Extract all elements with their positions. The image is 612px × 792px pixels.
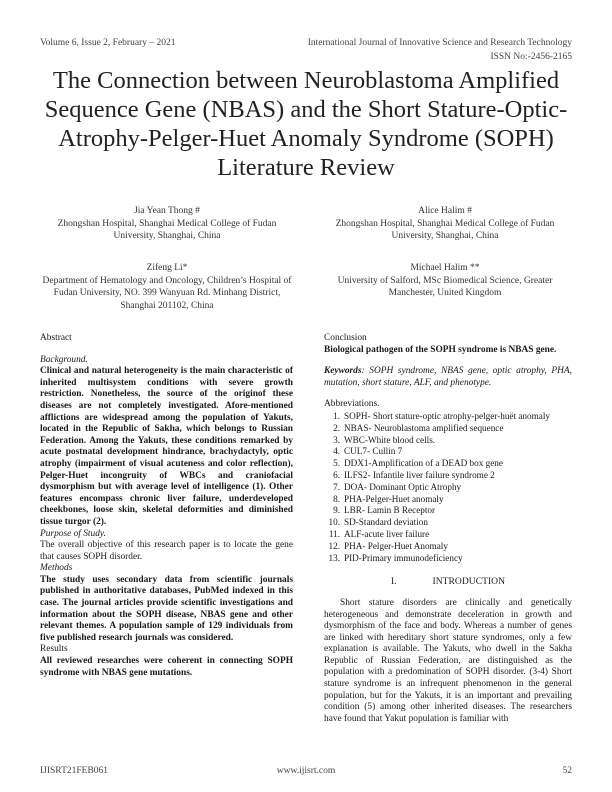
conclusion-heading: Conclusion xyxy=(324,333,367,343)
author-block-4 xyxy=(318,262,572,300)
list-item: 13. PID-Primary immunodeficiency xyxy=(328,552,463,563)
purpose-text: The overall objective of this research paper is to locate the gene that causes SOPH disorder. xyxy=(40,540,293,562)
purpose-heading: Purpose of Study. xyxy=(40,528,106,539)
journal-volume-issue: Volume 6, Issue 2, February – 2021 xyxy=(40,38,176,48)
section-heading-introduction xyxy=(324,576,572,588)
list-item: 11. ALF-acute liver failure xyxy=(328,528,430,539)
list-item: 5. DDX1-Amplification of a DEAD box gene xyxy=(333,458,503,469)
author-name: Zifeng Li* xyxy=(146,263,188,273)
author-name: Jia Yean Thong # xyxy=(134,206,200,216)
author-block-2 xyxy=(318,205,572,243)
methods-text: The study uses secondary data from scientific journals published in authoritative databases, PubMed indexed in this case. The journal articles provide scientific investigations and information about the SOPH disease, NBAS gene and other relevant themes. A population sample of 129 individuals from five published research journals was considered. xyxy=(40,574,293,643)
author-affiliation: Department of Hematology and Oncology, Children’s Hospital of Fudan University, NO. 399 Wanyuan Rd. Minhang District, Shanghai 201102, China xyxy=(42,275,292,311)
list-item: 8. PHA-Pelger-Huet anomaly xyxy=(333,493,444,504)
journal-website: www.ijisrt.com xyxy=(276,766,336,776)
conclusion-text: Biological pathogen of the SOPH syndrome is NBAS gene. xyxy=(324,344,557,355)
results-text: All reviewed researches were coherent in connecting SOPH syndrome with NBAS gene mutations. xyxy=(40,656,293,678)
author-affiliation: Zhongshan Hospital, Shanghai Medical College of Fudan University, Shanghai, China xyxy=(57,218,277,242)
list-item: 10. SD-Standard deviation xyxy=(328,517,428,528)
author-block-3 xyxy=(40,262,294,312)
keywords xyxy=(324,366,572,389)
journal-issn: ISSN No:-2456-2165 xyxy=(490,52,572,62)
list-item: 2. NBAS- Neuroblastoma amplified sequence xyxy=(333,422,504,433)
section-number: I. xyxy=(390,576,397,588)
introduction-text: Short stature disorders are clinically and genetically heterogeneous and demonstrate deceleration in growth and dysmorphism of the face and body. Whereas a number of genes are linked with hereditary short stature syndromes, only a few explanation is available. The Yakuts, who dwell in the Sakha Republic of Russian Federation, are distinguished as the population with a predomination of SOPH disorder. (3-4) Short stature syndrome is an infrequent phenomenon in the general population, but for the Yakuts, it is an important and prevailing condition (5) among other inherited diseases. The researchers have found that Yakut population is familiar with xyxy=(324,597,572,724)
list-item: 4. CUL7- Cullin 7 xyxy=(333,446,403,457)
journal-name: International Journal of Innovative Science and Research Technology xyxy=(307,38,572,48)
abbreviations-list xyxy=(324,411,572,564)
abstract-heading: Abstract xyxy=(40,333,72,343)
section-title: INTRODUCTION xyxy=(432,576,506,588)
right-column xyxy=(324,333,572,725)
keywords-text: : SOPH syndrome, NBAS gene, optic atrophy, PHA, mutation, short stature, ALF, and phenotype. xyxy=(324,366,572,388)
background-text: Clinical and natural heterogeneity is the main characteristic of inherited multisystem conditions with severe growth restriction. Nonetheless, the source of the originof these diseases are not completely investigated. Afore-mentioned afflictions are widespread among the population of Yakuts, located in the Republic of Sakha, which belongs to Russian Federation. Among the Yakuts, these conditions remarked by acute postnatal development hindrance, brachydactyly, optic atrophy (impairment of visual acuteness and color reflection), Pelger-Huet incongruity of WBCs and craniofacial dysmorphism but with average level of intelligence (1). Other features encompass chronic liver failure, underdeveloped cheekbones, loose skin, skeletal deformities and diminished tissue turgor (2). xyxy=(40,366,293,527)
abbreviations-heading: Abbreviations. xyxy=(324,399,380,410)
results-heading: Results xyxy=(40,644,68,655)
author-block-1 xyxy=(40,205,294,243)
paper-id: IJISRT21FEB061 xyxy=(40,766,109,776)
author-affiliation: Zhongshan Hospital, Shanghai Medical College of Fudan University, Shanghai, China xyxy=(335,218,555,242)
list-item: 9. LBR- Lamin B Receptor xyxy=(333,505,436,516)
background-heading: Background. xyxy=(40,354,88,365)
author-name: Michael Halim ** xyxy=(410,263,480,273)
list-item: 3. WBC-White blood cells. xyxy=(333,434,436,445)
abstract-section xyxy=(40,333,293,679)
keywords-label: Keywords xyxy=(324,366,362,377)
page-number: 52 xyxy=(562,766,572,776)
paper-title: The Connection between Neuroblastoma Amplified Sequence Gene (NBAS) and the Short Stature-Optic-Atrophy-Pelger-Huet Anomaly Syndrome (SOPH) Literature Review xyxy=(44,67,568,181)
list-item: 6. ILFS2- Infantile liver failure syndrome 2 xyxy=(333,469,495,480)
list-item: 1. SOPH- Short stature-optic atrophy-pelger-huët anomaly xyxy=(333,410,550,421)
author-name: Alice Halim # xyxy=(418,206,472,216)
author-affiliation: University of Salford, MSc Biomedical Science, Greater Manchester, United Kingdom xyxy=(337,275,553,299)
list-item: 7. DOA- Dominant Optic Atrophy xyxy=(333,481,462,492)
methods-heading: Methods xyxy=(40,563,73,574)
list-item: 12. PHA- Pelger-Huet Anomaly xyxy=(328,540,448,551)
